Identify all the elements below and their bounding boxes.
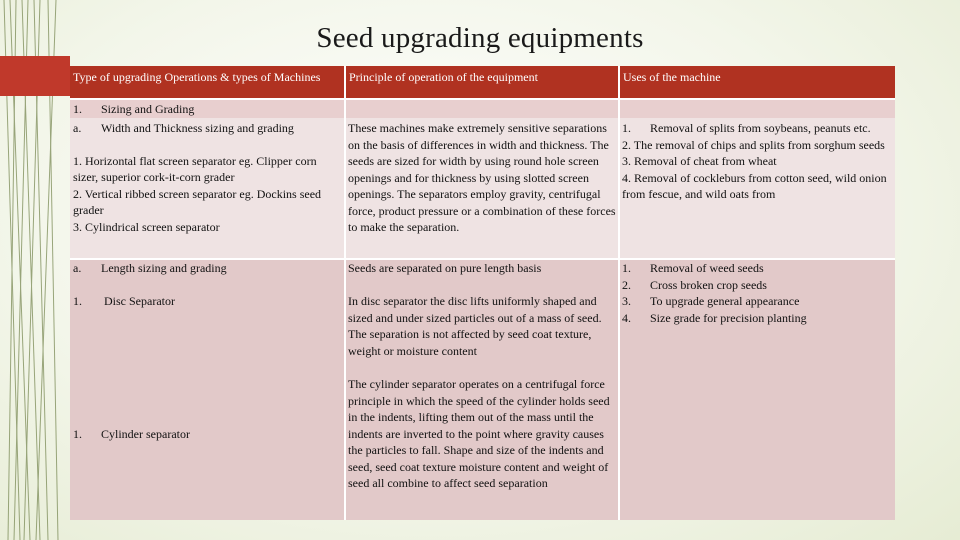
machine-item: 2. Vertical ribbed screen separator eg. Dockins seed grader [73, 186, 322, 217]
use-num: 1. [622, 261, 631, 275]
width-principle-cell [346, 118, 618, 258]
machine-item: 1. Horizontal flat screen separator eg. Clipper corn sizer, superior cork-it-corn grader [73, 153, 317, 184]
use-item: 3. Removal of cheat from wheat [622, 154, 777, 168]
length-sizing-cell [70, 260, 344, 520]
principle-text: Seeds are separated on pure length basis [348, 261, 542, 275]
sub-num: a. [73, 121, 82, 135]
disc-separator-label: Disc Separator [104, 294, 175, 308]
use-num: 1. [622, 121, 631, 135]
use-item: Removal of splits from soybeans, peanuts etc. [650, 121, 871, 135]
disc-principle-text: In disc separator the disc lifts uniformly shaped and sized and under sized particles out of a mass of seed. The separation is not affected by seed coat texture, weight or moisture content [348, 294, 602, 358]
accent-tab [0, 56, 70, 96]
disc-num: 1. [73, 294, 82, 308]
cylinder-separator-label: Cylinder separator [101, 427, 190, 441]
section-heading-cell [70, 100, 344, 118]
use-num: 3. [622, 294, 631, 308]
use-item: Removal of weed seeds [650, 261, 764, 275]
equipment-table [70, 66, 895, 520]
use-item: 2. The removal of chips and splits from sorghum seeds [622, 137, 885, 152]
slide-title: Seed upgrading equipments [316, 22, 644, 54]
use-num: 2. [622, 277, 631, 292]
sub-heading: Width and Thickness sizing and grading [101, 121, 294, 135]
header-uses: Uses of the machine [620, 66, 895, 98]
cylinder-num: 1. [73, 427, 82, 441]
width-uses-cell [620, 118, 895, 258]
use-item: 4. Removal of cockleburs from cotton seed, wild onion from fescue, and wild oats from [622, 170, 887, 201]
header-type: Type of upgrading Operations & types of Machines [70, 66, 344, 98]
machine-item: 3. Cylindrical screen separator [73, 219, 220, 234]
cylinder-principle-text: The cylinder separator operates on a centrifugal force principle in which the speed of the cylinder holds seed in the indents, lifting them out of the mass until the indents are inverted to the point where gravity causes the particles to fall. Shape and size of the indents and seed, seed coat texture moisture content and weight of seed all combine to affect seed separation [348, 377, 610, 490]
use-item: Size grade for precision planting [650, 310, 807, 325]
width-sizing-cell [70, 118, 344, 258]
section-heading-num: 1. [73, 102, 82, 116]
principle-text: These machines make extremely sensitive separations on the basis of differences in width and thickness. The seeds are sized for width by using round hole screen openings and for thickness by using slotted screen openings. The separators employ gravity, centrifugal force, product pressure or a combination of these forces to make the separation. [348, 121, 616, 234]
header-principle: Principle of operation of the equipment [346, 66, 618, 98]
empty-cell [346, 100, 618, 118]
length-principle-cell [346, 260, 618, 520]
use-item: Cross broken crop seeds [650, 277, 767, 292]
use-item: To upgrade general appearance [650, 294, 800, 308]
sub-num: a. [73, 261, 82, 275]
empty-cell [620, 100, 895, 118]
section-heading: Sizing and Grading [101, 102, 195, 116]
use-num: 4. [622, 310, 631, 325]
sub-heading: Length sizing and grading [101, 261, 227, 275]
length-uses-cell [620, 260, 895, 520]
